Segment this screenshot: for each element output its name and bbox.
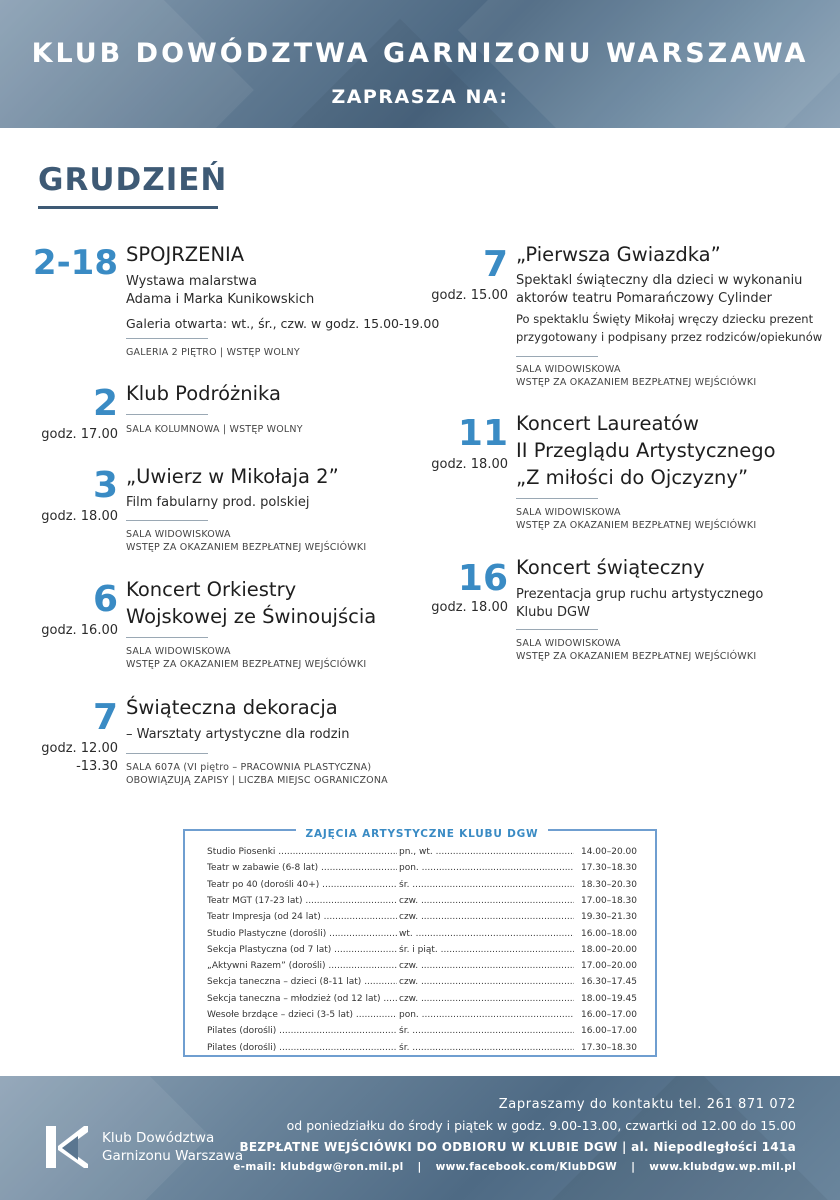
event-title-line3: „Z miłości do Ojczyzny” xyxy=(516,466,749,489)
schedule-days: czw. ..... xyxy=(399,977,574,987)
schedule-activity: Teatr w zabawie (6-8 lat) ..... xyxy=(207,863,397,873)
schedule-row xyxy=(207,1026,637,1042)
schedule-row xyxy=(207,994,637,1010)
schedule-days: czw. ..... xyxy=(399,994,574,1004)
event-time: godz. 17.00 xyxy=(41,427,118,442)
schedule-days: pn., wt. ..... xyxy=(399,847,574,857)
event-title-line2: Wojskowej ze Świnoujścia xyxy=(126,605,377,628)
schedule-hours: 16.00–18.00 xyxy=(580,928,637,939)
separator: | xyxy=(417,1161,422,1173)
event-desc-line: Po spektaklu Święty Mikołaj wręczy dziecku prezent xyxy=(516,312,814,326)
schedule-activity: Sekcja taneczna – dzieci (8-11 lat) ..... xyxy=(207,977,397,987)
event-title: „Pierwsza Gwiazdka” xyxy=(516,243,721,266)
schedule-days: czw. ..... xyxy=(399,912,574,922)
schedule-activity: Teatr Impresja (od 24 lat) ..... xyxy=(207,912,397,922)
schedule-hours: 17.00–18.30 xyxy=(580,895,637,906)
logo-text-line2: Garnizonu Warszawa xyxy=(102,1148,244,1165)
schedule-days: śr. ..... xyxy=(399,1043,574,1053)
event-desc-line: Spektakl świąteczny dla dzieci w wykonaniu xyxy=(516,273,803,288)
schedule-days: wt. ..... xyxy=(399,929,574,939)
event-time: godz. 18.00 xyxy=(41,509,118,524)
logo-text-line1: Klub Dowództwa xyxy=(102,1130,215,1146)
event-entry-info: WSTĘP ZA OKAZANIEM BEZPŁATNEJ WEJŚCIÓWKI xyxy=(516,520,757,531)
opening-hours: od poniedziałku do środy i piątek w godz. 9.00-13.00, czwartki od 12.00 do 15.00 xyxy=(286,1118,796,1133)
event-venue: SALA WIDOWISKOWA xyxy=(516,638,621,649)
schedule-hours: 19.30–21.30 xyxy=(580,912,637,923)
event-day: 2 xyxy=(92,383,118,424)
event-title: Koncert świąteczny xyxy=(516,556,705,579)
event-divider xyxy=(126,637,208,638)
email-link[interactable]: e-mail: klubdgw@ron.mil.pl xyxy=(233,1161,404,1173)
event-divider xyxy=(516,498,598,499)
event-desc-line: przygotowany i podpisany przez rodziców/opiekunów xyxy=(516,330,823,344)
schedule-days: śr. ..... xyxy=(399,880,574,890)
event-day: 7 xyxy=(92,697,118,738)
schedule-row xyxy=(207,912,637,928)
schedule-row xyxy=(207,880,637,896)
event-day: 2-18 xyxy=(32,243,118,283)
event-venue: SALA WIDOWISKOWA xyxy=(516,364,621,375)
schedule-hours: 14.00–20.00 xyxy=(580,847,637,857)
schedule-hours: 18.00–19.45 xyxy=(580,993,637,1004)
schedule-activity: Sekcja taneczna – młodzież (od 12 lat) ..... xyxy=(207,994,397,1004)
event-venue: SALA WIDOWISKOWA xyxy=(516,507,621,518)
event-desc-line: Prezentacja grup ruchu artystycznego xyxy=(516,587,764,602)
event-desc-line: Adama i Marka Kunikowskich xyxy=(126,292,315,307)
schedule-row xyxy=(207,1043,637,1059)
event-venue: SALA 607A (VI piętro – PRACOWNIA PLASTYCZNA) xyxy=(126,762,372,773)
contact-phone: Zapraszamy do kontaktu tel. 261 871 072 xyxy=(498,1097,796,1112)
schedule-days: pon. ..... xyxy=(399,1010,574,1020)
schedule-activity: Teatr MGT (17-23 lat) ..... xyxy=(207,896,397,906)
classes-schedule-box xyxy=(183,829,657,1057)
header-banner xyxy=(0,0,840,128)
event-title: Koncert Laureatów xyxy=(516,412,699,435)
event-time: godz. 16.00 xyxy=(41,623,118,638)
schedule-activity: Pilates (dorośli) ..... xyxy=(207,1026,397,1036)
schedule-row xyxy=(207,896,637,912)
schedule-row xyxy=(207,945,637,961)
schedule-row xyxy=(207,847,637,863)
event-time: godz. 15.00 xyxy=(431,288,508,303)
schedule-days: śr. ..... xyxy=(399,1026,574,1036)
event-entry-info: OBOWIĄZUJĄ ZAPISY | LICZBA MIEJSC OGRANICZONA xyxy=(126,775,388,786)
event-title: Koncert Orkiestry xyxy=(126,578,297,601)
event-divider xyxy=(516,356,598,357)
separator: | xyxy=(631,1161,636,1173)
event-desc-line: Film fabularny prod. polskiej xyxy=(126,495,310,510)
schedule-row xyxy=(207,929,637,945)
schedule-row xyxy=(207,977,637,993)
schedule-row xyxy=(207,863,637,879)
event-desc-line: – Warsztaty artystyczne dla rodzin xyxy=(126,727,350,742)
invites-subtitle: ZAPRASZA NA: xyxy=(331,86,509,108)
event-divider xyxy=(126,414,208,415)
schedule-activity: Pilates (dorośli) ..... xyxy=(207,1043,397,1053)
schedule-hours: 16.00–17.00 xyxy=(580,1026,637,1037)
schedule-activity: Teatr po 40 (dorośli 40+) ..... xyxy=(207,880,397,890)
event-desc-line: aktorów teatru Pomarańczowy Cylinder xyxy=(516,291,772,306)
event-desc-line: Wystawa malarstwa xyxy=(126,274,257,289)
event-day: 6 xyxy=(92,579,118,620)
event-title-line2: II Przeglądu Artystycznego xyxy=(516,439,776,462)
club-logo-icon xyxy=(44,1124,90,1170)
event-title: Klub Podróżnika xyxy=(126,382,281,405)
event-day: 3 xyxy=(92,465,118,506)
footer-banner xyxy=(0,1076,840,1200)
website-link[interactable]: www.klubdgw.wp.mil.pl xyxy=(649,1161,796,1173)
event-divider xyxy=(126,753,208,754)
schedule-activity: „Aktywni Razem” (dorośli) ..... xyxy=(207,961,397,971)
schedule-days: czw. ..... xyxy=(399,961,574,971)
schedule-hours: 17.30–18.30 xyxy=(580,1042,637,1053)
event-title: „Uwierz w Mikołaja 2” xyxy=(126,465,339,488)
event-time: godz. 18.00 xyxy=(431,457,508,472)
month-heading: GRUDZIEŃ xyxy=(38,162,228,198)
event-entry-info: WSTĘP ZA OKAZANIEM BEZPŁATNEJ WEJŚCIÓWKI xyxy=(516,377,757,388)
schedule-hours: 17.00–20.00 xyxy=(580,961,637,972)
event-time-end: -13.30 xyxy=(76,759,118,774)
schedule-days: czw. ..... xyxy=(399,896,574,906)
event-divider xyxy=(126,520,208,521)
event-time: godz. 12.00 xyxy=(41,741,118,756)
event-entry-info: WSTĘP ZA OKAZANIEM BEZPŁATNEJ WEJŚCIÓWKI xyxy=(126,659,367,670)
schedule-row xyxy=(207,1010,637,1026)
schedule-hours: 18.00–20.00 xyxy=(580,944,637,955)
event-day: 16 xyxy=(457,558,508,599)
event-venue: SALA WIDOWISKOWA xyxy=(126,529,231,540)
event-entry-info: WSTĘP ZA OKAZANIEM BEZPŁATNEJ WEJŚCIÓWKI xyxy=(516,651,757,662)
schedule-hours: 16.00–17.00 xyxy=(580,1010,637,1020)
organizer-title: KLUB DOWÓDZTWA GARNIZONU WARSZAWA xyxy=(31,38,809,69)
schedule-hours: 16.30–17.45 xyxy=(580,977,637,988)
schedule-hours: 18.30–20.30 xyxy=(580,879,637,890)
event-day: 11 xyxy=(457,413,508,454)
event-day: 7 xyxy=(482,244,508,285)
schedule-activity: Wesołe brzdące – dzieci (3-5 lat) ..... xyxy=(207,1010,397,1020)
facebook-link[interactable]: www.facebook.com/KlubDGW xyxy=(435,1161,618,1173)
event-desc-line: Galeria otwarta: wt., śr., czw. w godz. 15.00-19.00 xyxy=(126,316,440,331)
event-entry-info: WSTĘP ZA OKAZANIEM BEZPŁATNEJ WEJŚCIÓWKI xyxy=(126,542,367,553)
schedule-activity: Sekcja Plastyczna (od 7 lat) ..... xyxy=(207,945,397,955)
event-title: Świąteczna dekoracja xyxy=(126,696,338,719)
schedule-days: pon. ..... xyxy=(399,863,574,873)
schedule-activity: Studio Plastyczne (dorośli) ..... xyxy=(207,929,397,939)
event-divider xyxy=(516,629,598,630)
month-underline xyxy=(38,206,218,209)
schedule-row xyxy=(207,961,637,977)
event-title: SPOJRZENIA xyxy=(126,243,245,266)
classes-schedule-title: ZAJĘCIA ARTYSTYCZNE KLUBU DGW xyxy=(296,828,549,840)
schedule-activity: Studio Piosenki ..... xyxy=(207,847,397,857)
event-desc-line: Klubu DGW xyxy=(516,605,590,620)
event-venue: SALA WIDOWISKOWA xyxy=(126,646,231,657)
event-divider xyxy=(126,338,208,339)
schedule-days: śr. i piąt. ..... xyxy=(399,945,574,955)
schedule-hours: 17.30–18.30 xyxy=(580,863,637,874)
tickets-address: BEZPŁATNE WEJŚCIÓWKI DO ODBIORU W KLUBIE DGW | al. Niepodległości 141a xyxy=(239,1140,796,1154)
event-venue: GALERIA 2 PIĘTRO | WSTĘP WOLNY xyxy=(126,347,300,358)
event-venue: SALA KOLUMNOWA | WSTĘP WOLNY xyxy=(126,424,303,435)
event-time: godz. 18.00 xyxy=(431,600,508,615)
